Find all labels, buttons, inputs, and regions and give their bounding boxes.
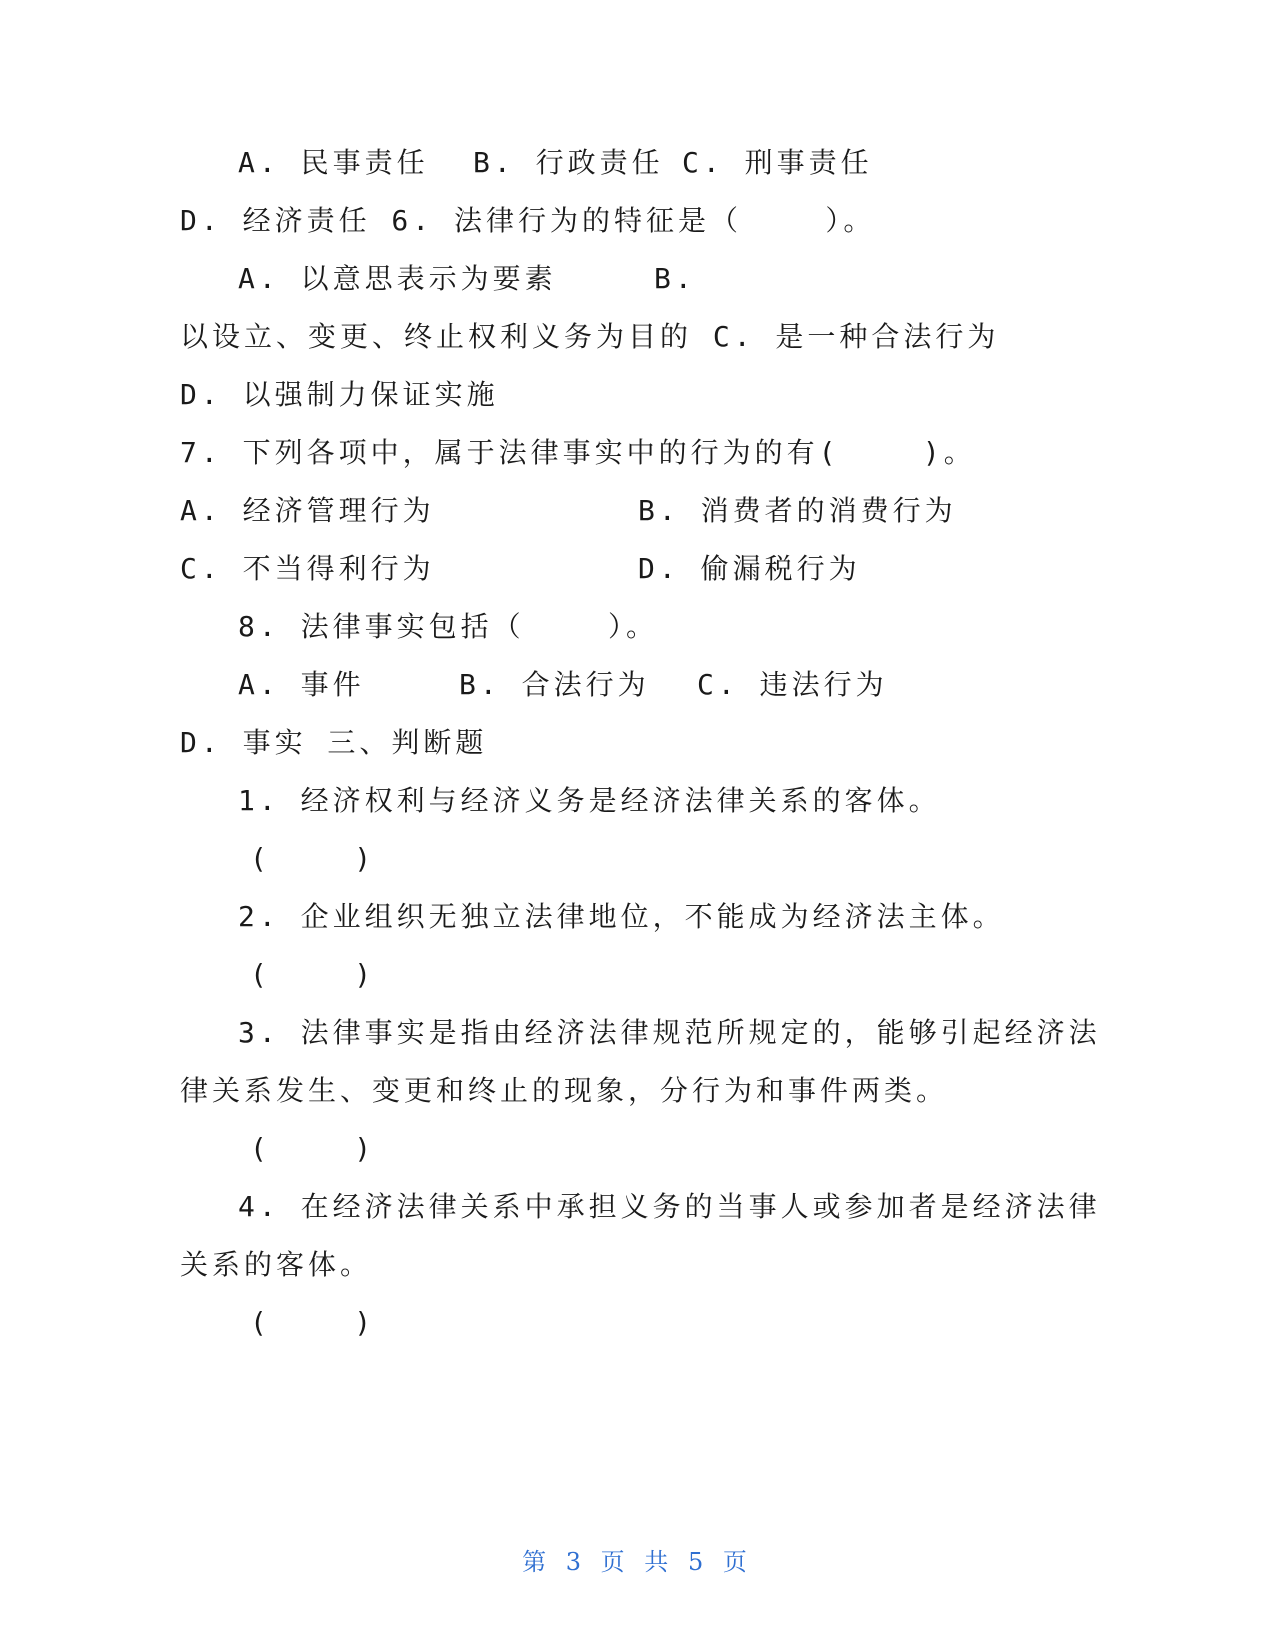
tf-2-answer-blank: ( ) bbox=[250, 958, 376, 991]
tf-4-statement-line-2: 关系的客体。 bbox=[180, 1248, 373, 1281]
tf-3-statement-line-2: 律关系发生、变更和终止的现象，分行为和事件两类。 bbox=[180, 1074, 949, 1107]
q7-option-d: D. 偷漏税行为 bbox=[638, 552, 861, 585]
q8-option-d-section-heading: D. 事实 三、判断题 bbox=[180, 726, 488, 759]
q7-option-b: B. 消费者的消费行为 bbox=[638, 494, 957, 527]
page-number-footer: 第 3 页 共 5 页 bbox=[522, 1548, 753, 1576]
tf-4-answer-blank: ( ) bbox=[250, 1306, 376, 1339]
tf-4-statement-line-1: 4. 在经济法律关系中承担义务的当事人或参加者是经济法律 bbox=[238, 1190, 1101, 1223]
q8-option-a: A. 事件 bbox=[238, 668, 365, 701]
tf-3-statement-line-1: 3. 法律事实是指由经济法律规范所规定的，能够引起经济法 bbox=[238, 1016, 1101, 1049]
tf-2-statement: 2. 企业组织无独立法律地位，不能成为经济法主体。 bbox=[238, 900, 1005, 933]
q6-question: D. 经济责任 6. 法律行为的特征是（ ）。 bbox=[180, 204, 876, 237]
q8-question: 8. 法律事实包括（ ）。 bbox=[238, 610, 659, 643]
q7-option-a: A. 经济管理行为 bbox=[180, 494, 435, 527]
q6-option-b-c: 以设立、变更、终止权利义务为目的 C. 是一种合法行为 bbox=[180, 320, 1000, 353]
q6-option-b-label: B. bbox=[654, 262, 696, 295]
q5-option-b: B. 行政责任 bbox=[473, 146, 664, 179]
q8-option-c: C. 违法行为 bbox=[697, 668, 888, 701]
tf-1-statement: 1. 经济权利与经济义务是经济法律关系的客体。 bbox=[238, 784, 941, 817]
q5-option-c: C. 刑事责任 bbox=[682, 146, 873, 179]
q7-question: 7. 下列各项中，属于法律事实中的行为的有( )。 bbox=[180, 436, 976, 469]
tf-3-answer-blank: ( ) bbox=[250, 1132, 376, 1165]
q6-option-a: A. 以意思表示为要素 bbox=[238, 262, 557, 295]
q6-option-d: D. 以强制力保证实施 bbox=[180, 378, 499, 411]
q7-option-c: C. 不当得利行为 bbox=[180, 552, 435, 585]
q5-option-a: A. 民事责任 bbox=[238, 146, 429, 179]
q8-option-b: B. 合法行为 bbox=[459, 668, 650, 701]
tf-1-answer-blank: ( ) bbox=[250, 842, 376, 875]
